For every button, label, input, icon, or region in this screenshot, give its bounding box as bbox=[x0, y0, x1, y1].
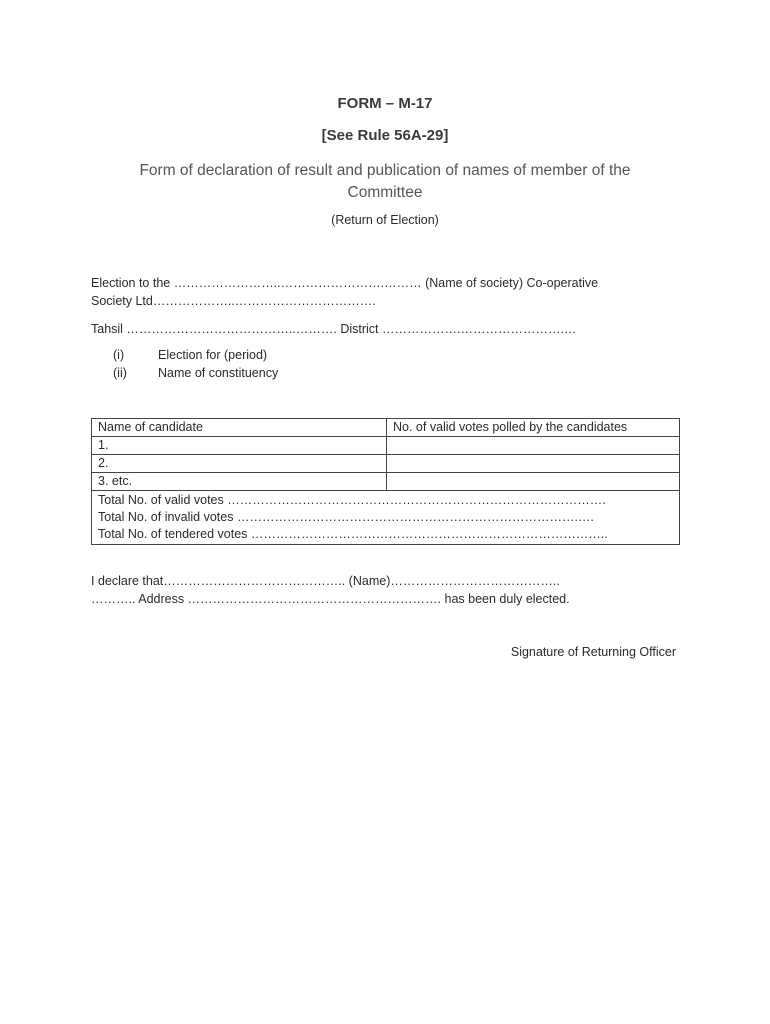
total-valid-votes: Total No. of valid votes ………………………………………………………………………………. bbox=[98, 493, 606, 507]
votes-cell bbox=[387, 473, 680, 491]
list-item-number: (ii) bbox=[113, 366, 127, 380]
candidate-cell: 3. etc. bbox=[92, 473, 387, 491]
election-line: Election to the ……………………..…………………….……… (Name of society) Co-operative Society Ltd………………..……………………………. bbox=[91, 276, 599, 308]
election-details-list bbox=[113, 346, 278, 382]
list-item-text: Election for (period) bbox=[158, 348, 268, 362]
total-invalid-votes: Total No. of invalid votes ……………………………………………………………………….…. bbox=[98, 510, 594, 524]
column-header-votes: No. of valid votes polled by the candidates bbox=[387, 419, 680, 437]
results-table bbox=[91, 418, 680, 545]
table-row bbox=[92, 437, 680, 455]
totals-row bbox=[92, 491, 680, 545]
list-item-number: (i) bbox=[113, 348, 125, 362]
list-item-text: Name of constituency bbox=[158, 366, 279, 380]
form-heading: Form of declaration of result and publication of names of member of the Committee bbox=[139, 162, 631, 201]
table-row bbox=[92, 473, 680, 491]
tahsil-line: Tahsil …………………………………..………. District ……………….…………………….… bbox=[91, 322, 577, 336]
list-item bbox=[113, 364, 278, 382]
signature-label: Signature of Returning Officer bbox=[510, 645, 676, 659]
candidate-cell: 1. bbox=[92, 437, 387, 455]
votes-cell bbox=[387, 455, 680, 473]
total-tendered-votes: Total No. of tendered votes ………………………………………………………………………….. bbox=[98, 527, 608, 541]
table-header-row bbox=[92, 419, 680, 437]
declaration-line-1: I declare that…………………………………….. (Name)………………………………….. bbox=[91, 574, 560, 588]
declaration-line-2: ……….. Address ……………………………………………………. has been duly elected. bbox=[91, 592, 570, 606]
form-number: FORM – M-17 bbox=[337, 95, 433, 112]
form-subheading: (Return of Election) bbox=[331, 213, 439, 227]
rule-reference: [See Rule 56A-29] bbox=[321, 127, 449, 144]
totals-cell bbox=[92, 491, 680, 545]
column-header-candidate: Name of candidate bbox=[92, 419, 387, 437]
table-row bbox=[92, 455, 680, 473]
list-item bbox=[113, 346, 278, 364]
candidate-cell: 2. bbox=[92, 455, 387, 473]
votes-cell bbox=[387, 437, 680, 455]
declaration bbox=[91, 572, 651, 608]
